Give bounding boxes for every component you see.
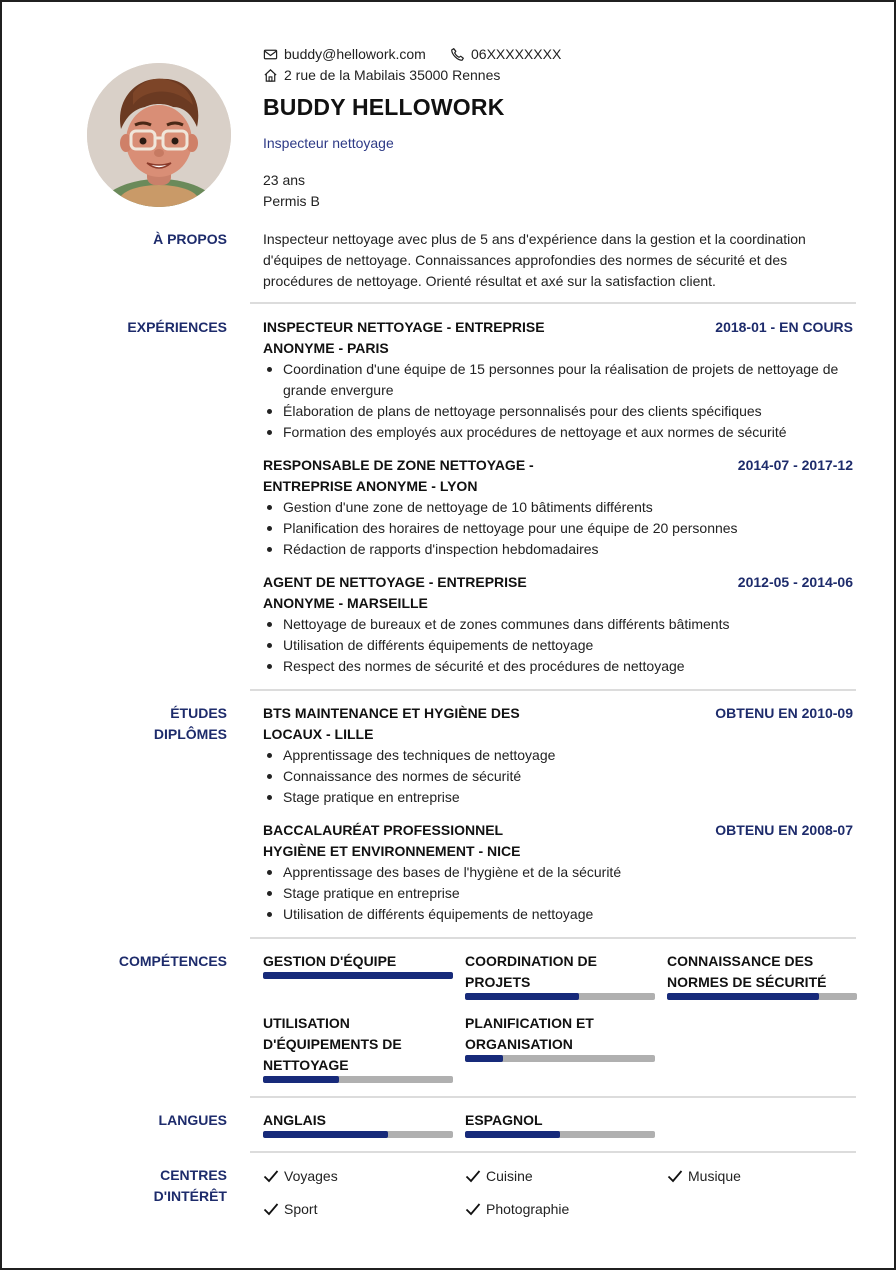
list-item: Nettoyage de bureaux et de zones communes dans différents bâtiments [263,614,858,635]
education-date: OBTENU EN 2008-07 [715,822,853,838]
experience-title: RESPONSABLE DE ZONE NETTOYAGE - ENTREPRISE ANONYME - LYON [263,457,534,494]
check-icon [465,1169,481,1183]
list-item: Élaboration de plans de nettoyage personnalisés pour des clients spécifiques [263,401,858,422]
avatar-illustration [87,63,231,207]
home-icon [263,68,278,83]
skill-name: GESTION D'ÉQUIPE [263,953,397,969]
section-label-interests [47,1165,227,1207]
list-item: Apprentissage des techniques de nettoyage [263,745,858,766]
interest-item [263,1199,317,1219]
check-icon [263,1202,279,1216]
skill-bar-fill [465,993,579,1000]
list-item: Coordination d'une équipe de 15 personnes pour la réalisation de projets de nettoyage de grande envergure [263,359,858,401]
list-item: Formation des employés aux procédures de nettoyage et aux normes de sécurité [263,422,858,443]
skill-bar [667,993,857,1000]
skill-bar [263,972,453,979]
experience-bullets [263,359,858,443]
list-item: Gestion d'une zone de nettoyage de 10 bâtiments différents [263,497,858,518]
section-label-line: DIPLÔMES [153,726,227,742]
list-item: Rédaction de rapports d'inspection hebdomadaires [263,539,858,560]
experience-bullets [263,614,858,677]
interest-label: Cuisine [486,1168,533,1184]
license-text: Permis B [263,193,320,209]
contact-email[interactable] [263,44,426,64]
skill-bar [465,1055,655,1062]
phone-icon [450,47,465,62]
check-icon [667,1169,683,1183]
section-label-line: D'INTÉRÊT [153,1188,227,1204]
skill-name: COORDINATION DE PROJETS [465,953,597,990]
skill-bar-fill [465,1055,503,1062]
section-label-skills: COMPÉTENCES [118,953,227,969]
section-label-education [47,703,227,745]
skill-bar-fill [263,1076,339,1083]
skill-name: PLANIFICATION ET ORGANISATION [465,1015,594,1052]
check-icon [465,1202,481,1216]
language-item [263,1110,453,1138]
age-text: 23 ans [263,172,306,188]
contact-address [263,65,500,85]
interest-item [263,1166,338,1186]
skill-name: CONNAISSANCE DES NORMES DE SÉCURITÉ [667,953,827,990]
list-item: Connaissance des normes de sécurité [263,766,858,787]
education-bullets [263,862,858,925]
list-item: Apprentissage des bases de l'hygiène et de la sécurité [263,862,858,883]
address-text: 2 rue de la Mabilais 35000 Rennes [284,67,501,83]
language-item [465,1110,655,1138]
divider [250,1151,856,1153]
education-title: BACCALAURÉAT PROFESSIONNEL HYGIÈNE ET ENVIRONNEMENT - NICE [263,822,521,859]
experience-bullets [263,497,858,560]
list-item: Utilisation de différents équipements de nettoyage [263,904,858,925]
education-bullets [263,745,858,808]
job-title: Inspecteur nettoyage [263,135,394,151]
divider [250,689,856,691]
skill-bar [263,1076,453,1083]
language-bar-fill [263,1131,388,1138]
divider [250,1096,856,1098]
experience-date: 2018-01 - EN COURS [715,319,853,335]
language-name: ESPAGNOL [465,1112,543,1128]
candidate-name: BUDDY HELLOWORK [263,94,505,120]
divider [250,302,856,304]
section-label-languages: LANGUES [158,1112,227,1128]
section-label-line: ÉTUDES [170,705,227,721]
skill-bar-fill [667,993,819,1000]
language-bar-fill [465,1131,560,1138]
list-item: Utilisation de différents équipements de nettoyage [263,635,858,656]
skill-item [465,951,655,1000]
skill-bar [465,993,655,1000]
about-text: Inspecteur nettoyage avec plus de 5 ans d'expérience dans la gestion et la coordination d'équipes de nettoyage. Connaissances approfondies des normes de sécurité et des procédures de nettoyage. Orienté résultat et axé sur la satisfaction client. [263,231,806,289]
check-icon [263,1169,279,1183]
experience-date: 2014-07 - 2017-12 [737,457,853,473]
interest-label: Voyages [284,1168,338,1184]
experience-title: AGENT DE NETTOYAGE - ENTREPRISE ANONYME - MARSEILLE [263,574,527,611]
skill-item [465,1013,655,1062]
interest-item [465,1199,569,1219]
skill-item [263,951,453,979]
section-label-experiences: EXPÉRIENCES [127,319,227,335]
interest-label: Sport [284,1201,318,1217]
language-bar [263,1131,453,1138]
list-item: Stage pratique en entreprise [263,883,858,904]
list-item: Stage pratique en entreprise [263,787,858,808]
list-item: Respect des normes de sécurité et des procédures de nettoyage [263,656,858,677]
education-date: OBTENU EN 2010-09 [715,705,853,721]
phone-text: 06XXXXXXXX [471,46,562,62]
divider [250,937,856,939]
language-name: ANGLAIS [263,1112,326,1128]
interest-label: Musique [688,1168,741,1184]
section-label-about: À PROPOS [153,231,227,247]
education-title: BTS MAINTENANCE ET HYGIÈNE DES LOCAUX - LILLE [263,705,520,742]
skill-name: UTILISATION D'ÉQUIPEMENTS DE NETTOYAGE [263,1015,402,1073]
mail-icon [263,47,278,62]
skill-item [263,1013,453,1083]
list-item: Planification des horaires de nettoyage pour une équipe de 20 personnes [263,518,858,539]
interest-item [667,1166,741,1186]
section-label-line: CENTRES [160,1167,227,1183]
interest-label: Photographie [486,1201,570,1217]
skill-item [667,951,857,1000]
skill-bar-fill [263,972,453,979]
email-text: buddy@hellowork.com [284,46,426,62]
experience-title: INSPECTEUR NETTOYAGE - ENTREPRISE ANONYME - PARIS [263,319,545,356]
experience-date: 2012-05 - 2014-06 [737,574,853,590]
avatar [87,63,231,207]
language-bar [465,1131,655,1138]
interest-item [465,1166,533,1186]
contact-phone[interactable] [450,44,561,64]
